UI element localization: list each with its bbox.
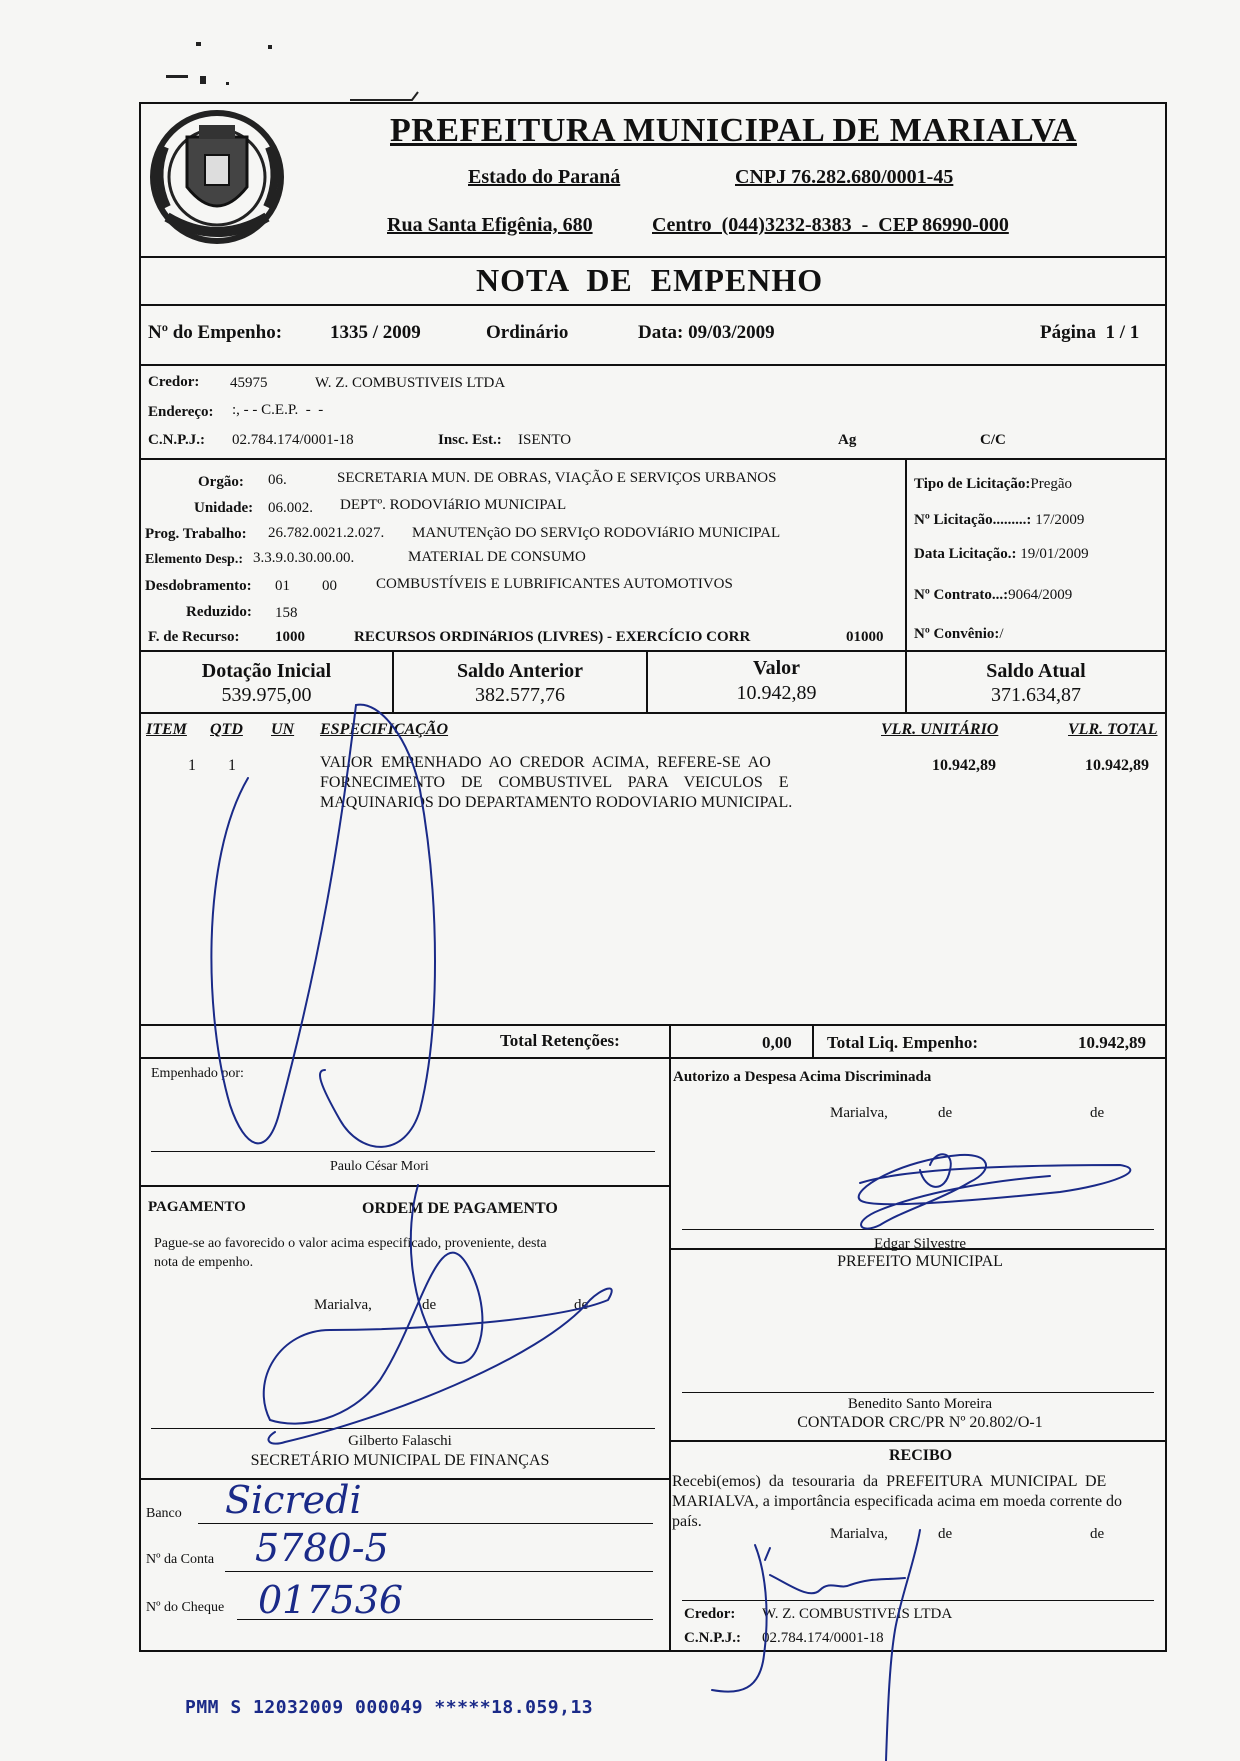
unidade-name: DEPTº. RODOVIáRIO MUNICIPAL <box>340 497 567 513</box>
recibo-texto-3: país. <box>672 1513 702 1530</box>
elemento-code: 3.3.9.0.30.00.00. <box>253 550 355 566</box>
unidade-code: 06.002. <box>268 500 313 516</box>
total-retencoes-value: 0,00 <box>762 1033 792 1052</box>
data-licitacao-label: Data Licitação.: <box>914 546 1017 562</box>
empenho-date: Data: 09/03/2009 <box>638 322 775 343</box>
recibo-credor-label: Credor: <box>684 1606 736 1622</box>
scan-mark <box>350 92 418 100</box>
recibo-cnpj-label: C.N.P.J.: <box>684 1630 741 1646</box>
valor-label: Valor <box>752 657 801 679</box>
numero-convenio <box>914 626 1004 643</box>
recibo-de-2: de <box>1090 1526 1105 1542</box>
orgao-name: SECRETARIA MUN. DE OBRAS, VIAÇÃO E SERVIÇOS URBANOS <box>337 470 777 486</box>
recibo-local: Marialva, <box>830 1526 888 1542</box>
recibo-title: RECIBO <box>889 1447 953 1464</box>
conta-label: Nº da Conta <box>146 1552 215 1567</box>
dotacao-label: Dotação Inicial <box>201 660 332 682</box>
numero-contrato-value: 9064/2009 <box>1008 587 1073 603</box>
estado: Estado do Paraná <box>468 166 621 188</box>
banco-label: Banco <box>146 1506 182 1521</box>
data-licitacao-value: 19/01/2009 <box>1020 546 1089 562</box>
item-vlr-total: 10.942,89 <box>1085 757 1149 774</box>
fonte-label: F. de Recurso: <box>148 629 240 645</box>
desdobramento-name: COMBUSTÍVEIS E LUBRIFICANTES AUTOMOTIVOS <box>376 576 733 592</box>
cheque-value: 017536 <box>258 1578 404 1622</box>
recibo-credor: W. Z. COMBUSTIVEIS LTDA <box>762 1606 953 1622</box>
rule <box>139 1057 1167 1059</box>
desdobramento-b: 00 <box>322 578 337 594</box>
signature-line <box>682 1600 1154 1601</box>
elemento-name: MATERIAL DE CONSUMO <box>408 549 586 565</box>
rule <box>139 1478 669 1480</box>
rule <box>139 650 1167 652</box>
page-title: PREFEITURA MUNICIPAL DE MARIALVA <box>390 112 1077 149</box>
numero-licitacao-value: 17/2009 <box>1035 512 1085 528</box>
banco-line <box>198 1523 653 1524</box>
footer-code: PMM S 12032009 000049 *****18.059,13 <box>185 1697 594 1718</box>
saldo-atual-label: Saldo Atual <box>986 660 1086 682</box>
elemento-label: Elemento Desp.: <box>145 552 243 567</box>
insc-value: ISENTO <box>518 432 572 448</box>
conta-value: 5780-5 <box>255 1526 389 1570</box>
col-vlr-unitario: VLR. UNITÁRIO <box>881 721 999 738</box>
autorizo-label: Autorizo a Despesa Acima Discriminada <box>673 1069 932 1085</box>
rule <box>812 1024 814 1057</box>
rule <box>139 1185 669 1187</box>
cnpj-label: C.N.P.J.: <box>148 432 205 448</box>
secretario-nome: Gilberto Falaschi <box>348 1433 452 1449</box>
municipal-coat-of-arms-icon <box>147 107 287 247</box>
orgao-code: 06. <box>268 472 287 488</box>
contador-cargo: CONTADOR CRC/PR Nº 20.802/O-1 <box>797 1414 1043 1431</box>
document-title: NOTA DE EMPENHO <box>476 262 824 298</box>
contador-nome: Benedito Santo Moreira <box>847 1396 993 1412</box>
empenhado-por-label: Empenhado por: <box>151 1066 244 1081</box>
rule <box>669 1024 671 1652</box>
col-item: ITEM <box>146 721 187 738</box>
recibo-cnpj: 02.784.174/0001-18 <box>762 1630 884 1646</box>
ordem-pagamento-label: ORDEM DE PAGAMENTO <box>362 1200 558 1217</box>
tipo-licitacao-label: Tipo de Licitação: <box>914 476 1031 492</box>
reduzido-label: Reduzido: <box>186 604 252 620</box>
total-liquido-value: 10.942,89 <box>1078 1033 1146 1052</box>
credor-code: 45975 <box>230 375 268 391</box>
pagamento-de-2: de <box>574 1297 589 1313</box>
autorizo-local: Marialva, <box>830 1105 888 1121</box>
page-number: Página 1 / 1 <box>1040 322 1140 343</box>
orgao-label: Orgão: <box>198 474 244 490</box>
saldo-anterior-value: 382.577,76 <box>475 684 565 706</box>
pagamento-local: Marialva, <box>314 1297 372 1313</box>
numero-contrato-label: Nº Contrato...: <box>914 587 1009 603</box>
prefeito-cargo: PREFEITO MUNICIPAL <box>837 1253 1003 1270</box>
rule <box>139 712 1167 714</box>
data-licitacao <box>914 546 1089 563</box>
credor-cnpj: 02.784.174/0001-18 <box>232 432 354 448</box>
item-qtd: 1 <box>228 757 236 774</box>
rule <box>669 1440 1167 1442</box>
signature-line <box>151 1428 655 1429</box>
empenho-number-label: Nº do Empenho: <box>148 322 283 343</box>
credor-label: Credor: <box>148 374 200 390</box>
prog-name: MANUTENçãO DO SERVIçO RODOVIáRIO MUNICIPAL <box>412 525 781 541</box>
pagamento-texto-1: Pague-se ao favorecido o valor acima especificado, proveniente, desta <box>154 1236 547 1251</box>
item-especificacao-1: VALOR EMPENHADO AO CREDOR ACIMA, REFERE-SE AO <box>320 754 771 771</box>
agencia-label: Ag <box>838 432 857 448</box>
rule <box>905 458 907 650</box>
signature-line <box>682 1392 1154 1393</box>
scan-mark <box>226 82 229 85</box>
conta-corrente-label: C/C <box>980 432 1006 448</box>
rule <box>139 1024 1167 1026</box>
recibo-de-1: de <box>938 1526 953 1542</box>
col-especificacao: ESPECIFICAÇÃO <box>320 721 449 738</box>
prefeito-nome: Edgar Silvestre <box>873 1236 967 1252</box>
pagamento-texto-2: nota de empenho. <box>154 1255 254 1270</box>
recibo-texto-1: Recebi(emos) da tesouraria da PREFEITURA MUNICIPAL DE <box>672 1473 1107 1490</box>
item-vlr-unitario: 10.942,89 <box>932 757 996 774</box>
prog-code: 26.782.0021.2.027. <box>268 525 385 541</box>
numero-convenio-label: Nº Convênio: <box>914 626 1000 642</box>
numero-convenio-value: / <box>999 626 1004 642</box>
scan-mark <box>200 76 206 84</box>
item-especificacao-2: FORNECIMENTO DE COMBUSTIVEL PARA VEICULOS E <box>320 774 789 791</box>
unidade-label: Unidade: <box>194 500 254 516</box>
conta-line <box>225 1571 653 1572</box>
insc-label: Insc. Est.: <box>438 432 502 448</box>
desdobramento-label: Desdobramento: <box>145 578 252 594</box>
col-qtd: QTD <box>210 721 243 738</box>
banco-value: Sicredi <box>225 1478 362 1522</box>
saldo-anterior-label: Saldo Anterior <box>456 660 584 682</box>
fonte-name: RECURSOS ORDINáRIOS (LIVRES) - EXERCÍCIO CORR <box>354 629 751 645</box>
autorizo-de-1: de <box>938 1105 953 1121</box>
credor-endereco: :, - - C.E.P. - - <box>232 402 324 418</box>
numero-licitacao-label: Nº Licitação.........: <box>914 512 1032 528</box>
rule <box>139 256 1167 258</box>
fonte-number: 01000 <box>846 629 884 645</box>
contato-prefeitura: Centro (044)3232-8383 - CEP 86990-000 <box>652 214 1009 236</box>
reduzido-value: 158 <box>275 605 298 621</box>
signature-line <box>682 1229 1154 1230</box>
numero-contrato <box>914 587 1072 604</box>
rule <box>139 458 1167 460</box>
dotacao-value: 539.975,00 <box>221 684 312 706</box>
col-vlr-total: VLR. TOTAL <box>1068 721 1158 738</box>
numero-licitacao <box>914 512 1084 529</box>
total-retencoes-label: Total Retenções: <box>500 1031 620 1050</box>
scan-mark <box>166 75 188 78</box>
endereco-prefeitura: Rua Santa Efigênia, 680 <box>387 214 593 236</box>
empenhado-por-nome: Paulo César Mori <box>330 1159 429 1174</box>
item-especificacao-3: MAQUINARIOS DO DEPARTAMENTO RODOVIARIO MUNICIPAL. <box>320 794 793 811</box>
pagamento-label: PAGAMENTO <box>148 1199 246 1215</box>
autorizo-de-2: de <box>1090 1105 1105 1121</box>
tipo-licitacao <box>914 476 1072 493</box>
cnpj-prefeitura: CNPJ 76.282.680/0001-45 <box>735 166 954 188</box>
endereco-label: Endereço: <box>148 404 214 420</box>
pagamento-de-1: de <box>422 1297 437 1313</box>
rule <box>139 364 1167 366</box>
fonte-code: 1000 <box>275 629 305 645</box>
empenho-number: 1335 / 2009 <box>330 322 421 343</box>
scan-mark <box>268 45 272 49</box>
saldo-atual-value: 371.634,87 <box>991 684 1081 706</box>
rule <box>139 304 1167 306</box>
cheque-label: Nº do Cheque <box>146 1600 225 1615</box>
recibo-texto-2: MARIALVA, a importância especificada acima em moeda corrente do <box>672 1493 1123 1510</box>
desdobramento-a: 01 <box>275 578 290 594</box>
empenho-type: Ordinário <box>486 322 569 343</box>
col-un: UN <box>271 721 295 738</box>
scan-mark <box>196 42 201 46</box>
tipo-licitacao-value: Pregão <box>1030 476 1073 492</box>
credor-name: W. Z. COMBUSTIVEIS LTDA <box>315 375 506 391</box>
total-liquido-label: Total Liq. Empenho: <box>827 1033 978 1052</box>
prog-label: Prog. Trabalho: <box>145 526 247 542</box>
secretario-cargo: SECRETÁRIO MUNICIPAL DE FINANÇAS <box>250 1452 550 1469</box>
valor-value: 10.942,89 <box>736 682 817 704</box>
signature-line <box>151 1151 655 1152</box>
item-number: 1 <box>188 757 196 774</box>
